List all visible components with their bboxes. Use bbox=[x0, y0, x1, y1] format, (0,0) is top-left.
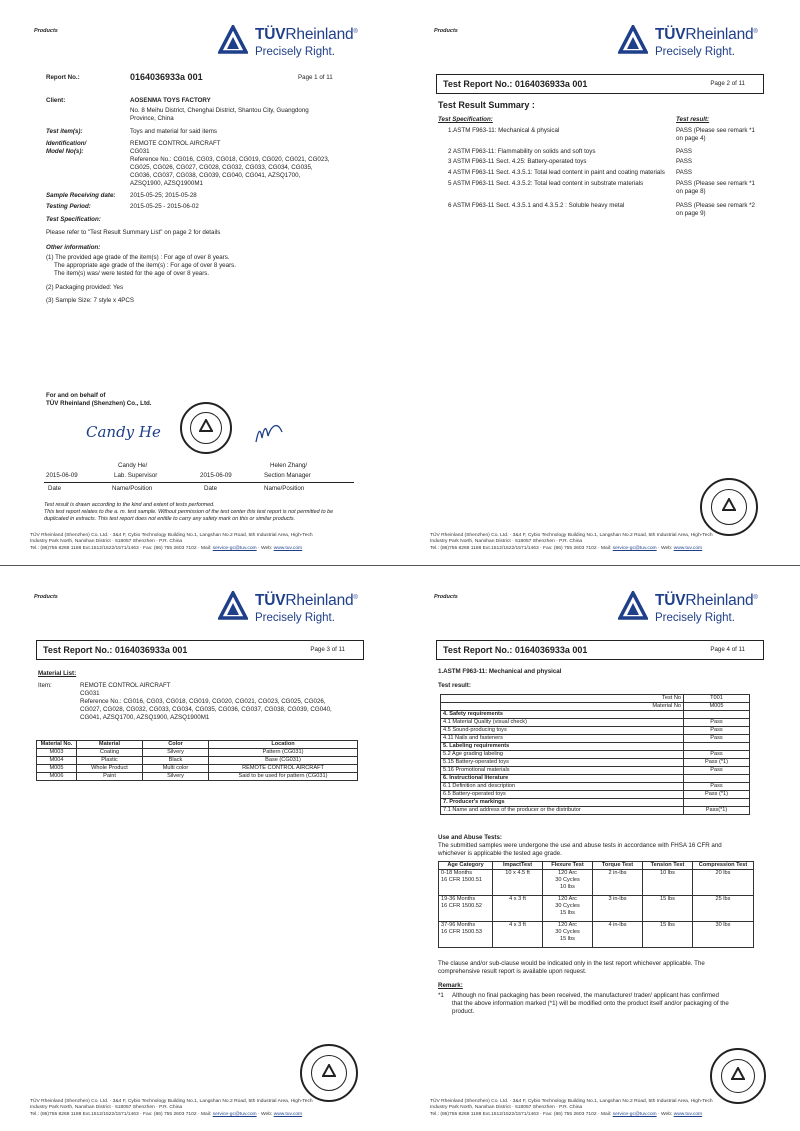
table-cell: Black bbox=[143, 757, 209, 765]
table-cell: M005 bbox=[37, 765, 77, 773]
table-row bbox=[441, 783, 750, 791]
table-row bbox=[441, 703, 750, 711]
summary-row-4-spec: 4 ASTM F963-11 Sect. 4.3.5.1: Total lead content in paint and coating materials bbox=[448, 169, 665, 176]
col-header: Material bbox=[77, 741, 143, 749]
table-row bbox=[37, 757, 358, 765]
table-cell: 120 Arc 30 Cycles 15 lbs bbox=[543, 896, 593, 922]
tuv-logo bbox=[618, 588, 768, 630]
col-header: ImpactTest bbox=[493, 862, 543, 870]
table-row bbox=[441, 759, 750, 767]
test-no-value: T001 bbox=[684, 695, 750, 703]
summary-row-6-result: PASS (Please see remark *2 on page 9) bbox=[676, 202, 755, 218]
test-items-value: Toys and material for said items bbox=[130, 128, 218, 135]
table-cell: 6.1 Definition and description bbox=[441, 783, 684, 791]
footer-mail-link[interactable]: service-gc@tuv.com bbox=[612, 545, 657, 551]
identification-value: REMOTE CONTROL AIRCRAFT CG031 Reference No.: CG016, CG03, CG018, CG019, CG020, CG021, CG023, CG025, CG026, CG027, CG028, CG032, CG033, CG034, CG035, CG036, CG037, CG038, CG039, CG040, CG041, AZSQ1700, AZSQ1900, AZSQ1900M1 bbox=[130, 140, 330, 188]
summary-row-3-spec: 3 ASTM F963-11 Sect. 4.25: Battery-operated toys bbox=[448, 158, 587, 165]
table-row bbox=[439, 870, 754, 896]
table-row bbox=[441, 799, 750, 807]
page-number: Page 4 of 11 bbox=[710, 646, 745, 653]
seal-triangle-icon bbox=[731, 1067, 745, 1081]
testing-period-value: 2015-05-25 - 2015-06-02 bbox=[130, 203, 199, 210]
table-cell: 4.11 Nails and fasteners bbox=[441, 735, 684, 743]
table-cell: 4 in-lbs bbox=[593, 922, 643, 948]
table-cell: Pass bbox=[684, 727, 750, 735]
report-header-box bbox=[436, 74, 764, 94]
table-row bbox=[441, 807, 750, 815]
clause-note: The clause and/or sub-clause would be indicated only in the test report whichever applicable. The comprehensive result report is available upon request. bbox=[438, 960, 705, 976]
signature-candy-he: Candy He bbox=[86, 423, 161, 441]
table-cell: Pass bbox=[684, 735, 750, 743]
brand-name: TÜVRheinland® bbox=[255, 592, 358, 609]
slogan: Precisely Right. bbox=[255, 612, 335, 624]
report-no: 0164036933a 001 bbox=[130, 72, 203, 82]
table-row bbox=[439, 922, 754, 948]
table-cell: Plastic bbox=[77, 757, 143, 765]
sample-receiving-label: Sample Receiving date: bbox=[46, 192, 116, 199]
col-header: Material No. bbox=[37, 741, 77, 749]
name-position-label-1: Name/Position bbox=[112, 485, 153, 492]
table-cell: M006 bbox=[37, 773, 77, 781]
brand-name: TÜVRheinland® bbox=[655, 26, 758, 43]
client-address: No. 8 Meihu District, Chenghai District, Shantou City, Guangdong Province, China bbox=[130, 107, 309, 123]
footer-web-link[interactable]: www.tuv.com bbox=[273, 1111, 303, 1117]
table-cell: Silvery bbox=[143, 749, 209, 757]
tuv-logo bbox=[618, 22, 768, 64]
page-footer: TÜV Rheinland (Shenzhen) Co. Ltd. · 3&4 F, Cybio Technology Building No.1, Langshan No.2 Road, 5th Industrial Area, High-Tech Industry Park North, Nanshan District · 518057 Shenzhen · P.R. China Tel.: (86)755 8268 1188 Ext.1512/1522/1571/1463 · Fax: (86) 755 2603 7102 · Mail: service-gc@tuv.com · Web: www.tuv.com bbox=[30, 1099, 313, 1117]
page-number: Page 1 of 11 bbox=[298, 74, 333, 81]
other-info-label: Other information: bbox=[46, 244, 101, 251]
footer-mail-link[interactable]: service-gc@tuv.com bbox=[612, 1111, 657, 1117]
products-label: Products bbox=[434, 594, 458, 600]
table-row bbox=[441, 727, 750, 735]
signer2-position: Section Manager bbox=[264, 472, 311, 479]
material-no-label: Material No bbox=[441, 703, 684, 711]
col-header: Torque Test bbox=[593, 862, 643, 870]
table-cell: 120 Arc 30 Cycles 15 lbs bbox=[543, 922, 593, 948]
company-seal bbox=[300, 1044, 358, 1102]
summary-row-1-result: PASS (Please see remark *1 on page 4) bbox=[676, 127, 755, 143]
table-cell: 4.5 Sound-producing toys bbox=[441, 727, 684, 735]
table-cell: 4. Safety requirements bbox=[441, 711, 684, 719]
table-cell bbox=[684, 743, 750, 751]
page-number: Page 3 of 11 bbox=[310, 646, 345, 653]
table-row bbox=[37, 749, 358, 757]
disclaimer: Test result is drawn according to the kind and extent of tests performed. This test report relates to the a. m. test sample. Without permission of the test center this test report is not permitted to be duplicated in extracts. This test report does not entitle to carry any safety mark on this or similar products. bbox=[44, 502, 334, 522]
products-label: Products bbox=[434, 28, 458, 34]
col-header: Age Category bbox=[439, 862, 493, 870]
footer-web-link[interactable]: www.tuv.com bbox=[673, 545, 703, 551]
tuv-triangle-icon bbox=[218, 25, 248, 55]
table-cell: 7. Producer's markings bbox=[441, 799, 684, 807]
name-position-label-2: Name/Position bbox=[264, 485, 305, 492]
report-page-1 bbox=[0, 0, 400, 565]
footer-web-link[interactable]: www.tuv.com bbox=[673, 1111, 703, 1117]
table-row bbox=[439, 896, 754, 922]
tuv-logo bbox=[218, 22, 368, 64]
test-no-label: Test No bbox=[441, 695, 684, 703]
slogan: Precisely Right. bbox=[655, 46, 735, 58]
summary-row-1-spec: 1.ASTM F963-11: Mechanical & physical bbox=[448, 127, 560, 134]
result-header: Test result: bbox=[676, 116, 710, 123]
report-title: Test Report No.: 0164036933a 001 bbox=[43, 645, 188, 655]
table-row bbox=[441, 695, 750, 703]
table-cell: Said to be used for pattern (CG031) bbox=[209, 773, 358, 781]
table-cell: 19-36 Months 16 CFR 1500.52 bbox=[439, 896, 493, 922]
spec-header: Test Specification: bbox=[438, 116, 493, 123]
remark-label: Remark: bbox=[438, 982, 463, 989]
item-label: Item: bbox=[38, 682, 52, 689]
report-title: Test Report No.: 0164036933a 001 bbox=[443, 645, 588, 655]
table-cell bbox=[684, 711, 750, 719]
section-title: 1.ASTM F963-11: Mechanical and physical bbox=[438, 668, 562, 675]
client-name: AOSENMA TOYS FACTORY bbox=[130, 97, 211, 104]
table-cell: Pass (*1) bbox=[684, 759, 750, 767]
company-seal bbox=[700, 478, 758, 536]
slogan: Precisely Right. bbox=[655, 612, 735, 624]
table-row bbox=[441, 775, 750, 783]
tuv-logo bbox=[218, 588, 368, 630]
summary-row-2-spec: 2 ASTM F963-11: Flammability on solids and soft toys bbox=[448, 148, 596, 155]
signature-line bbox=[44, 482, 354, 483]
table-row bbox=[441, 711, 750, 719]
table-cell: Pattern (CG031) bbox=[209, 749, 358, 757]
test-items-label: Test item(s): bbox=[46, 128, 83, 135]
summary-row-5-spec: 5 ASTM F963-11 Sect. 4.3.5.2: Total lead content in substrate materials bbox=[448, 180, 644, 187]
table-cell: 5.15 Battery-operated toys bbox=[441, 759, 684, 767]
table-cell: 4 x 3 ft bbox=[493, 922, 543, 948]
table-cell: 15 lbs bbox=[643, 896, 693, 922]
table-cell: M004 bbox=[37, 757, 77, 765]
footer-web-link[interactable]: www.tuv.com bbox=[273, 545, 303, 551]
report-title: Test Report No.: 0164036933a 001 bbox=[443, 79, 588, 89]
report-header-box bbox=[36, 640, 364, 660]
table-cell: 25 lbs bbox=[693, 896, 754, 922]
table-cell: 7.1 Name and address of the producer or the distributor bbox=[441, 807, 684, 815]
test-spec-label: Test Specification: bbox=[46, 216, 101, 223]
table-row bbox=[441, 743, 750, 751]
summary-row-6-spec: 6 ASTM F963-11 Sect. 4.3.5.1 and 4.3.5.2 : Soluble heavy metal bbox=[448, 202, 625, 209]
table-cell: Pass bbox=[684, 783, 750, 791]
sample-size-info: (3) Sample Size: 7 style x 4PCS bbox=[46, 297, 135, 304]
brand-name: TÜVRheinland® bbox=[655, 592, 758, 609]
col-header: Tension Test bbox=[643, 862, 693, 870]
col-header: Compression Test bbox=[693, 862, 754, 870]
table-cell bbox=[684, 799, 750, 807]
table-cell: M003 bbox=[37, 749, 77, 757]
mechanical-results-table bbox=[440, 694, 750, 815]
test-result-label: Test result: bbox=[438, 682, 471, 689]
table-cell: 4.1 Material Quality (visual check) bbox=[441, 719, 684, 727]
table-row bbox=[441, 719, 750, 727]
abuse-table-header bbox=[439, 862, 754, 870]
summary-row-4-result: PASS bbox=[676, 169, 693, 176]
report-page-3 bbox=[0, 566, 400, 1131]
report-page-2 bbox=[400, 0, 800, 565]
report-no-label: Report No.: bbox=[46, 74, 80, 81]
seal-triangle-icon bbox=[199, 419, 213, 433]
table-cell: 5. Labeling requirements bbox=[441, 743, 684, 751]
sample-receiving-value: 2015-05-25; 2015-05-28 bbox=[130, 192, 197, 199]
material-table-header bbox=[37, 741, 358, 749]
tuv-triangle-icon bbox=[618, 591, 648, 621]
summary-row-5-result: PASS (Please see remark *1 on page 8) bbox=[676, 180, 755, 196]
table-cell: 20 lbs bbox=[693, 870, 754, 896]
seal-triangle-icon bbox=[722, 498, 736, 512]
table-cell bbox=[684, 775, 750, 783]
footer-mail-link[interactable]: service-gc@tuv.com bbox=[212, 545, 257, 551]
table-cell: Paint bbox=[77, 773, 143, 781]
table-cell: 120 Arc 30 Cycles 10 lbs bbox=[543, 870, 593, 896]
table-cell: 0-18 Months 16 CFR 1500.51 bbox=[439, 870, 493, 896]
table-cell: Pass bbox=[684, 719, 750, 727]
summary-row-3-result: PASS bbox=[676, 158, 693, 165]
material-table bbox=[36, 740, 358, 781]
other-info-text: (1) The provided age grade of the item(s) : For age of over 8 years. The appropriate age grade of the item(s) : For age of over 8 years. The item(s) was/ were tested for the age of over 8 years. bbox=[46, 254, 236, 278]
col-header: Flexure Test bbox=[543, 862, 593, 870]
table-cell: Base (CG031) bbox=[209, 757, 358, 765]
page-footer: TÜV Rheinland (Shenzhen) Co. Ltd. · 3&4 F, Cybio Technology Building No.1, Langshan No.2 Road, 5th Industrial Area, High-Tech Industry Park North, Nanshan District · 518057 Shenzhen · P.R. China Tel.: (86)755 8268 1188 Ext.1512/1522/1571/1463 · Fax: (86) 755 2603 7102 · Mail: service-gc@tuv.com · Web: www.tuv.com bbox=[430, 1099, 713, 1117]
summary-title: Test Result Summary : bbox=[438, 100, 535, 110]
footer-mail-link[interactable]: service-gc@tuv.com bbox=[212, 1111, 257, 1117]
remark-mark: *1 bbox=[438, 992, 444, 999]
col-header: Location bbox=[209, 741, 358, 749]
abuse-tests-table bbox=[438, 861, 754, 948]
signer1-name: Candy He/ bbox=[118, 462, 148, 469]
table-cell: 5.16 Promotional materials bbox=[441, 767, 684, 775]
table-cell: Coating bbox=[77, 749, 143, 757]
test-spec-value: Please refer to "Test Result Summary List" on page 2 for details bbox=[46, 229, 221, 236]
table-cell: 6.5 Battery-operated toys bbox=[441, 791, 684, 799]
table-row bbox=[37, 773, 358, 781]
table-row bbox=[441, 735, 750, 743]
material-no-value: M005 bbox=[684, 703, 750, 711]
signer1-date: 2015-06-09 bbox=[46, 472, 78, 479]
tuv-triangle-icon bbox=[618, 25, 648, 55]
table-row bbox=[441, 767, 750, 775]
table-row bbox=[37, 765, 358, 773]
page-number: Page 2 of 11 bbox=[710, 80, 745, 87]
client-label: Client: bbox=[46, 97, 66, 104]
table-cell: Silvery bbox=[143, 773, 209, 781]
slogan: Precisely Right. bbox=[255, 46, 335, 58]
table-cell: 10 x 4.5 ft bbox=[493, 870, 543, 896]
brand-name: TÜVRheinland® bbox=[255, 26, 358, 43]
date-label-2: Date bbox=[204, 485, 218, 492]
signer2-name: Helen Zhang/ bbox=[270, 462, 308, 469]
products-label: Products bbox=[34, 28, 58, 34]
behalf-text: For and on behalf of TÜV Rheinland (Shenzhen) Co., Ltd. bbox=[46, 392, 152, 408]
identification-label: Identification/ Model No(s): bbox=[46, 140, 87, 156]
table-cell: 5.2 Age grading labeling bbox=[441, 751, 684, 759]
testing-period-label: Testing Period: bbox=[46, 203, 91, 210]
table-cell: 30 lbs bbox=[693, 922, 754, 948]
signer1-position: Lab. Supervisor bbox=[114, 472, 158, 479]
signer2-date: 2015-06-09 bbox=[200, 472, 232, 479]
products-label: Products bbox=[34, 594, 58, 600]
tuv-triangle-icon bbox=[218, 591, 248, 621]
material-list-title: Material List: bbox=[38, 670, 77, 677]
table-row bbox=[441, 751, 750, 759]
table-cell: Whole Product bbox=[77, 765, 143, 773]
table-cell: 10 lbs bbox=[643, 870, 693, 896]
remark-text: Although no final packaging has been received, the manufacturer/ trader/ applicant has confirmed that the above information marked (*1) will be modified onto the product itself and/or packaging of the product. bbox=[452, 992, 729, 1016]
table-cell: Pass bbox=[684, 767, 750, 775]
company-seal bbox=[710, 1048, 766, 1104]
table-cell: Pass (*1) bbox=[684, 791, 750, 799]
table-cell: Pass bbox=[684, 751, 750, 759]
table-cell: 6. Instructional literature bbox=[441, 775, 684, 783]
table-row bbox=[441, 791, 750, 799]
table-cell: Pass(*1) bbox=[684, 807, 750, 815]
abuse-tests-description: The submitted samples were undergone the use and abuse tests in accordance with FHSA 16 CFR and whichever is applicable the tested age grade. bbox=[438, 842, 722, 858]
signature-helen-zhang bbox=[252, 418, 286, 446]
page-footer: TÜV Rheinland (Shenzhen) Co. Ltd. · 3&4 F, Cybio Technology Building No.1, Langshan No.2 Road, 5th Industrial Area, High-Tech Industry Park North, Nanshan District · 518057 Shenzhen · P.R. China Tel.: (86)755 8268 1188 Ext.1512/1522/1571/1463 · Fax: (86) 755 2603 7102 · Mail: service-gc@tuv.com · Web: www.tuv.com bbox=[30, 533, 313, 551]
table-cell: 4 x 3 ft bbox=[493, 896, 543, 922]
table-cell: 15 lbs bbox=[643, 922, 693, 948]
table-cell: 37-96 Months 16 CFR 1500.53 bbox=[439, 922, 493, 948]
company-seal bbox=[180, 402, 232, 454]
table-cell: Multi color bbox=[143, 765, 209, 773]
col-header: Color bbox=[143, 741, 209, 749]
abuse-tests-title: Use and Abuse Tests: bbox=[438, 834, 502, 841]
summary-row-2-result: PASS bbox=[676, 148, 693, 155]
report-header-box bbox=[436, 640, 764, 660]
table-cell: REMOTE CONTROL AIRCRAFT bbox=[209, 765, 358, 773]
packaging-info: (2) Packaging provided: Yes bbox=[46, 284, 124, 291]
report-page-4 bbox=[400, 566, 800, 1131]
date-label-1: Date bbox=[48, 485, 62, 492]
seal-triangle-icon bbox=[322, 1064, 336, 1078]
table-cell: 2 in-lbs bbox=[593, 870, 643, 896]
table-cell: 3 in-lbs bbox=[593, 896, 643, 922]
page-footer: TÜV Rheinland (Shenzhen) Co. Ltd. · 3&4 F, Cybio Technology Building No.1, Langshan No.2 Road, 5th Industrial Area, High-Tech Industry Park North, Nanshan District · 518057 Shenzhen · P.R. China Tel.: (86)755 8268 1188 Ext.1512/1522/1571/1463 · Fax: (86) 755 2603 7102 · Mail: service-gc@tuv.com · Web: www.tuv.com bbox=[430, 533, 713, 551]
item-description: REMOTE CONTROL AIRCRAFT CG031 Reference No.: CG016, CG03, CG018, CG019, CG020, CG021, CG023, CG025, CG026, CG027, CG028, CG032, CG033, CG034, CG035, CG036, CG037, CG038, CG039, CG040, CG041, AZSQ1700, AZSQ1900, AZSQ1900M1 bbox=[80, 682, 332, 722]
